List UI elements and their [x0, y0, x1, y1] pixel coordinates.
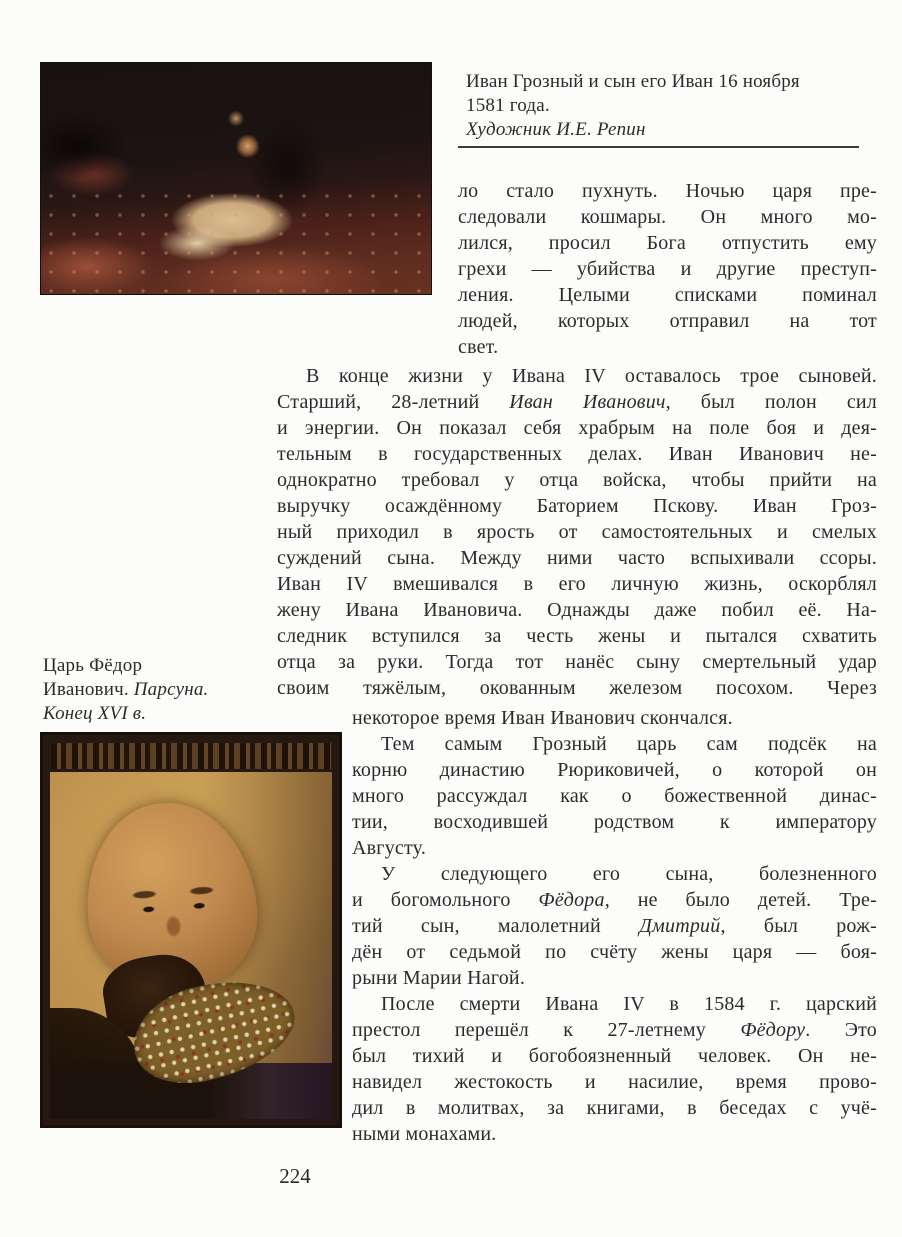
body-main-paragraph: В конце жизни у Ивана IV оставалось трое сыновей. Старший, 28-летний Иван Иванович, был полон сил и энергии. Он показал себя храбрым на поле боя и дея- тельным в государственных делах. Иван Иванович не- однократно требовал у отца войска, чтобы прийти на выручку осаждённому Баторием Пскову. Иван Гроз- ный приходил в ярость от самостоятельных и смелых суждений сына. Между ними часто вспыхивали ссоры. Иван IV вмешивался в его личную жизнь, оскорблял жену Ивана Ивановича. Однажды даже побил её. На- следник вступился за честь жены и пытался схватить отца за руки. Тогда тот нанёс сыну смертельный удар своим тяжёлым, окованным железом посохом. Через: [277, 365, 877, 699]
page-number: 224: [279, 1164, 311, 1188]
repin-caption: Иван Грозный и сын его Иван 16 ноября 1581 года. Художник И.Е. Репин: [466, 71, 800, 140]
parsuna-inscription-band: [50, 742, 332, 770]
body-column-right-bottom: некоторое время Иван Иванович скончался. Тем самым Грозный царь сам подсёк на корню династию Рюриковичей, о которой он много рассуждал как о божественной динас- тии, восходившей родством к императору Августу. У следующего его сына, болезненного и богомольного Фёдора, не было детей. Тре- тий сын, малолетний Дмитрий, был рож- дён от седьмой по счёту жены царя — боя- рыни Марии Нагой. После смерти Ивана IV в 1584 г. царский престол перешёл к 27-летнему Фёдору. Это был тихий и богобоязненный человек. Он не- навидел жестокость и насилие, время прово- дил в молитвах, за книгами, в беседах с учё- ными монахами.: [352, 707, 878, 1145]
caption-divider-rule: [458, 146, 859, 148]
parsuna-caption: Царь Фёдор Иванович. Парсуна. Конец XVI в.: [43, 655, 209, 724]
repin-painting-image: [40, 62, 432, 295]
body-column-right-top: ло стало пухнуть. Ночью царя пре- следовали кошмары. Он много мо- лился, просил Бога отпустить ему грехи — убийства и другие преступ- ления. Целыми списками поминал людей, которых отправил на тот свет.: [458, 180, 877, 358]
parsuna-background: [50, 772, 332, 1119]
parsuna-portrait-image: [40, 732, 342, 1128]
repin-carpet-texture: [41, 188, 431, 294]
